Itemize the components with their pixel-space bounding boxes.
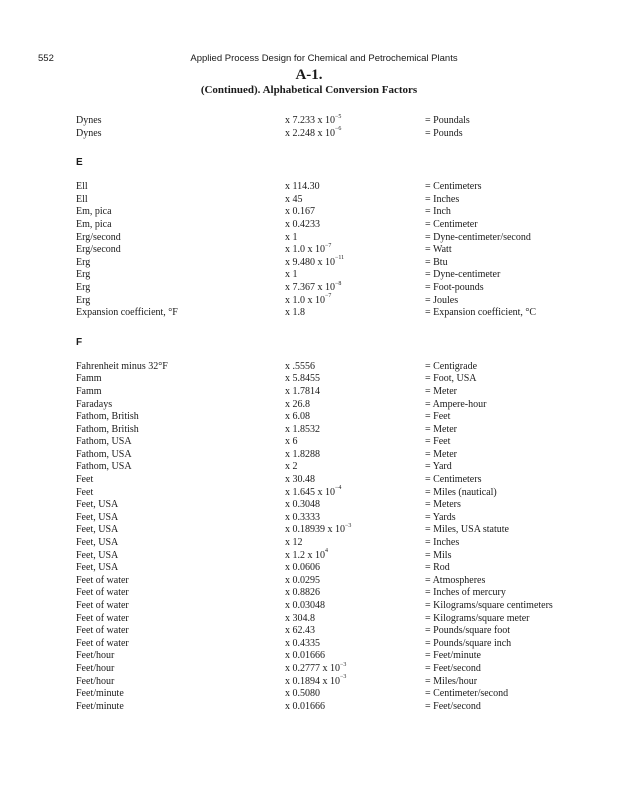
to-unit: = Feet/second [425, 700, 481, 712]
to-unit: = Pounds [425, 127, 463, 139]
from-unit: Feet of water [76, 600, 129, 611]
to-unit: = Atmospheres [425, 574, 486, 586]
to-unit: = Miles (nautical) [425, 486, 497, 498]
conversion-factor: x 0.0295 [285, 574, 320, 586]
from-unit: Faradays [76, 398, 113, 410]
conversion-factor: x 2.248 x $10^{-6}$ [285, 126, 342, 139]
from-unit: Feet/hour [76, 662, 115, 674]
table-row [76, 386, 576, 399]
table-row [76, 688, 576, 701]
table-row [76, 361, 576, 374]
table-row [76, 575, 576, 588]
table-row [76, 487, 576, 500]
conversion-factor: x 30.48 [285, 474, 315, 486]
table-title: (Continued). Alphabetical Conversion Factors [200, 84, 418, 96]
from-unit: Erg [76, 281, 91, 293]
conversion-factor: x 1.2 x $10^4$ [285, 548, 328, 561]
exponent: −8 [335, 280, 342, 287]
conversion-factor: x 7.233 x $10^{-5}$ [285, 113, 342, 126]
from-unit: Em, pica [76, 206, 112, 218]
to-unit: = Meter [425, 423, 458, 435]
to-unit: = Kilograms/square centimeters [425, 600, 553, 611]
conversion-factor: x 62.43 [285, 625, 315, 637]
from-unit: Feet [76, 486, 94, 498]
conversion-factor: x 26.8 [285, 398, 310, 410]
from-unit: Feet/hour [76, 650, 115, 662]
from-unit: Fathom, USA [76, 448, 132, 460]
conversion-factor: x 0.01666 [285, 700, 325, 712]
exponent: −5 [335, 113, 342, 120]
conversion-factor: x 1.8288 [285, 448, 320, 460]
from-unit: Erg [76, 294, 91, 306]
to-unit: = Pounds/square foot [425, 625, 511, 637]
table-row [76, 257, 576, 270]
running-head: Applied Process Design for Chemical and Petrochemical Plants [190, 53, 458, 64]
from-unit: Feet [76, 474, 94, 486]
conversion-factor: x 2 [285, 461, 298, 473]
exponent: −3 [340, 661, 347, 668]
table-row [76, 512, 576, 525]
conversion-factor: x 0.1894 x $10^{-3}$ [285, 674, 347, 687]
conversion-factor: x 0.03048 [285, 600, 325, 611]
to-unit: = Kilograms/square meter [425, 612, 530, 624]
to-unit: = Meters [425, 499, 461, 511]
to-unit: = Inch [425, 206, 451, 218]
from-unit: Feet of water [76, 625, 129, 637]
exponent: −4 [335, 485, 342, 492]
conversion-factor: x 1 [285, 231, 298, 243]
to-unit: = Rod [425, 562, 450, 574]
to-unit: = Foot, USA [425, 373, 477, 385]
from-unit: Fathom, USA [76, 461, 132, 473]
table-row [76, 625, 576, 638]
from-unit: Feet, USA [76, 499, 119, 511]
from-unit: Feet of water [76, 637, 129, 649]
table-row [76, 128, 576, 141]
table-row [76, 600, 576, 613]
to-unit: = Dyne-centimeter/second [425, 231, 531, 243]
page-number: 552 [38, 53, 54, 64]
to-unit: = Miles/hour [425, 675, 478, 687]
to-unit: = Feet/second [425, 662, 481, 674]
to-unit: = Pounds/square inch [425, 637, 512, 649]
from-unit: Erg [76, 256, 91, 268]
from-unit: Feet, USA [76, 562, 119, 574]
table-row [76, 499, 576, 512]
from-unit: Feet of water [76, 587, 129, 599]
exponent: −11 [335, 255, 345, 262]
from-unit: Famm [76, 373, 102, 385]
table-row [76, 307, 576, 320]
from-unit: Dynes [76, 115, 102, 126]
to-unit: = Expansion coefficient, °C [425, 307, 537, 319]
table-row [76, 295, 576, 308]
to-unit: = Foot-pounds [425, 281, 484, 293]
from-unit: Dynes [76, 127, 102, 139]
conversion-factor: x 1 [285, 269, 298, 281]
conversion-factor: x 0.2777 x $10^{-3}$ [285, 661, 347, 674]
exponent: 4 [325, 548, 328, 555]
table-row [76, 461, 576, 474]
conversion-factor: x .5556 [285, 360, 315, 372]
conversion-table [76, 115, 576, 713]
exponent: −7 [325, 242, 332, 249]
table-row [76, 550, 576, 563]
from-unit: Erg/second [76, 244, 121, 256]
table-row [76, 436, 576, 449]
from-unit: Famm [76, 385, 102, 397]
to-unit: = Centigrade [425, 360, 478, 372]
conversion-factor: x 1.0 x $10^{-7}$ [285, 242, 332, 256]
table-row [76, 244, 576, 257]
conversion-factor: x 0.3048 [285, 499, 320, 511]
conversion-factor: x 0.18939 x $10^{-3}$ [285, 523, 352, 536]
from-unit: Feet/minute [76, 700, 124, 712]
table-row [76, 399, 576, 412]
table-row [76, 206, 576, 219]
from-unit: Fathom, British [76, 411, 139, 423]
from-unit: Feet, USA [76, 537, 119, 549]
conversion-factor: x 0.8826 [285, 587, 320, 599]
to-unit: = Inches of mercury [425, 587, 506, 599]
from-unit: Feet of water [76, 612, 129, 624]
to-unit: = Centimeter/second [425, 688, 509, 700]
from-unit: Em, pica [76, 218, 112, 230]
from-unit: Feet, USA [76, 524, 119, 536]
conversion-factor: x 1.645 x $10^{-4}$ [285, 485, 342, 498]
table-row [76, 269, 576, 282]
to-unit: = Inches [425, 193, 460, 205]
exponent: −3 [345, 523, 352, 530]
conversion-factor: x 5.8455 [285, 373, 320, 385]
from-unit: Feet, USA [76, 549, 119, 561]
to-unit: = Ampere-hour [425, 398, 487, 410]
to-unit: = Watt [425, 244, 452, 256]
table-number: A-1. [295, 67, 323, 83]
to-unit: = Inches [425, 537, 460, 549]
table-row [76, 562, 576, 575]
from-unit: Fathom, USA [76, 436, 132, 448]
conversion-factor: x 0.01666 [285, 650, 325, 662]
from-unit: Expansion coefficient, °F [76, 307, 178, 319]
to-unit: = Feet [425, 436, 451, 448]
table-row [76, 638, 576, 651]
table-row [76, 524, 576, 537]
to-unit: = Mils [425, 549, 452, 561]
conversion-factor: x 0.3333 [285, 511, 320, 523]
conversion-factor: x 1.0 x $10^{-7}$ [285, 293, 332, 306]
conversion-factor: x 45 [285, 193, 303, 205]
table-row [76, 663, 576, 676]
to-unit: = Centimeter [425, 218, 478, 230]
to-unit: = Poundals [425, 115, 470, 126]
table-row [76, 219, 576, 232]
conversion-factor: x 0.4335 [285, 637, 320, 649]
conversion-factor: x 6.08 [285, 411, 310, 423]
from-unit: Feet, USA [76, 511, 119, 523]
table-row [76, 373, 576, 386]
from-unit: Feet/minute [76, 688, 124, 700]
table-row [76, 474, 576, 487]
section-letter: F [76, 336, 83, 348]
exponent: −7 [325, 293, 332, 300]
to-unit: = Btu [425, 256, 448, 268]
table-row [76, 613, 576, 626]
table-row [76, 181, 576, 194]
exponent: −6 [335, 126, 342, 133]
table-row [76, 411, 576, 424]
from-unit: Fahrenheit minus 32°F [76, 360, 168, 372]
from-unit: Erg [76, 269, 91, 281]
section-letter: E [76, 157, 83, 169]
from-unit: Erg/second [76, 231, 121, 243]
conversion-factor: x 9.480 x $10^{-11}$ [285, 255, 345, 268]
to-unit: = Yard [425, 461, 452, 473]
conversion-factor: x 0.5080 [285, 688, 320, 700]
exponent: −3 [340, 674, 347, 681]
table-row [76, 424, 576, 437]
conversion-factor: x 0.167 [285, 206, 315, 218]
to-unit: = Centimeters [425, 474, 482, 486]
from-unit: Fathom, British [76, 423, 139, 435]
to-unit: = Yards [425, 511, 456, 523]
to-unit: = Feet/minute [425, 650, 481, 662]
table-row [76, 194, 576, 207]
to-unit: = Meter [425, 448, 458, 460]
table-row [76, 676, 576, 689]
table-row [76, 449, 576, 462]
to-unit: = Miles, USA statute [425, 524, 509, 536]
from-unit: Feet/hour [76, 675, 115, 687]
to-unit: = Feet [425, 411, 451, 423]
conversion-factor: x 114.30 [285, 181, 320, 193]
from-unit: Ell [76, 193, 88, 205]
to-unit: = Joules [425, 294, 459, 306]
conversion-factor: x 1.7814 [285, 385, 320, 397]
table-row [76, 650, 576, 663]
conversion-factor: x 0.4233 [285, 218, 320, 230]
conversion-factor: x 1.8532 [285, 423, 320, 435]
to-unit: = Dyne-centimeter [425, 269, 501, 281]
to-unit: = Centimeters [425, 181, 482, 193]
conversion-factor: x 12 [285, 537, 303, 549]
table-row [76, 587, 576, 600]
conversion-factor: x 7.367 x $10^{-8}$ [285, 280, 342, 293]
table-row [76, 701, 576, 714]
conversion-factor: x 6 [285, 436, 298, 448]
table-row [76, 115, 576, 128]
conversion-factor: x 1.8 [285, 307, 305, 319]
from-unit: Ell [76, 181, 88, 193]
conversion-factor: x 0.0606 [285, 562, 320, 574]
from-unit: Feet of water [76, 574, 129, 586]
to-unit: = Meter [425, 385, 458, 397]
conversion-factor: x 304.8 [285, 612, 315, 624]
